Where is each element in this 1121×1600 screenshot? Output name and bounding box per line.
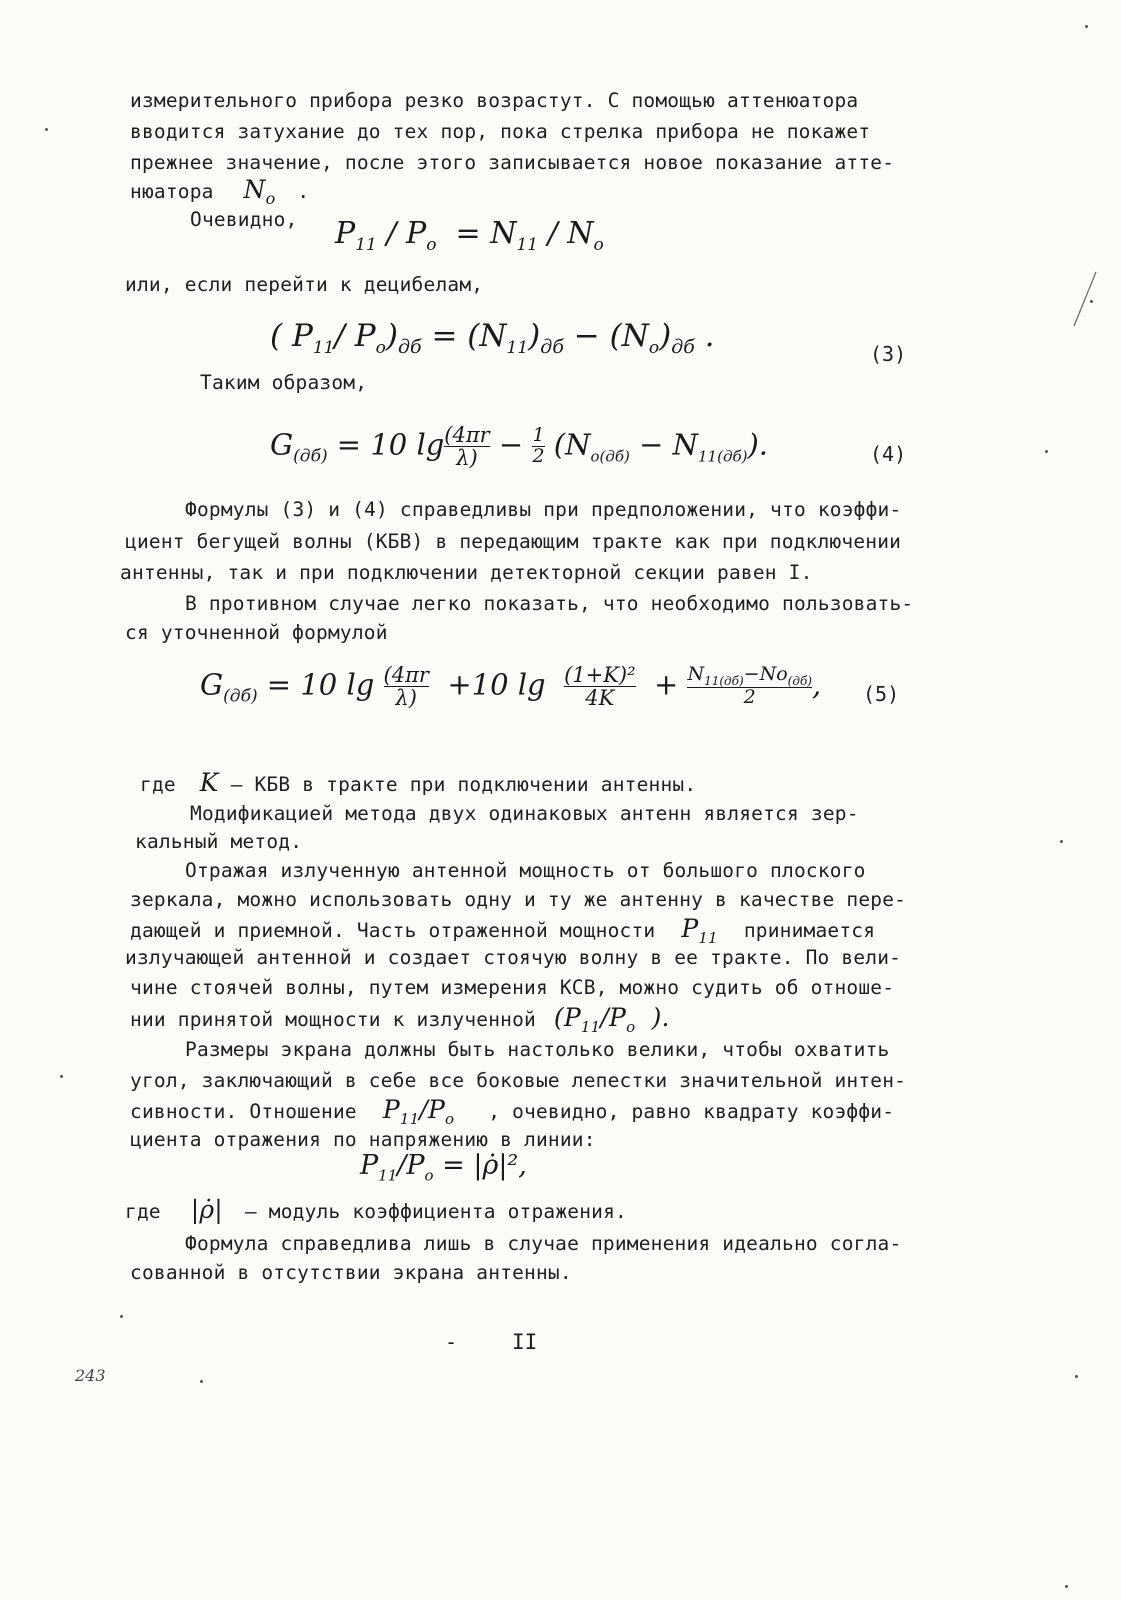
text-line <box>125 1197 627 1225</box>
equation-number: (5) <box>863 682 900 706</box>
symbol-p11: $P_{11}$ <box>681 914 718 947</box>
text-fragment: . <box>297 180 310 203</box>
page-number: II <box>512 1330 538 1354</box>
text-fragment: нии принятой мощности к излученной <box>130 1008 536 1031</box>
text-line: Формулы (3) и (4) справедливы при предположении, что коэффи- <box>185 498 902 521</box>
text-line <box>130 1005 670 1040</box>
text-fragment: – КБВ в тракте при подключении антенны. <box>230 773 697 796</box>
formula-4: $G_{(дб)} = 10$ lg $\frac{(4\pi r}{\lambda)}$ − $\frac{1}{2}$ $(N_{o(дб)} - N_{11(дб)})$. <box>270 423 768 471</box>
text-fragment: дающей и приемной. Часть отраженной мощности <box>130 919 656 942</box>
formula-rho: $P_{11}/P_o$ = |ρ̇|², <box>360 1150 527 1185</box>
text-fragment: сивности. Отношение <box>130 1100 357 1123</box>
scan-speck <box>200 1380 203 1383</box>
text-line: излучающей антенной и создает стоячую волну в ее тракте. По вели- <box>125 946 902 969</box>
text-line: прежнее значение, после этого записывается новое показание атте- <box>130 151 895 174</box>
scan-speck <box>1045 450 1048 453</box>
text-line: Очевидно, <box>190 208 298 231</box>
text-line: Размеры экрана должны быть настолько велики, чтобы охватить <box>185 1038 890 1061</box>
equation-number: (3) <box>870 342 907 366</box>
text-line: Формула справедлива лишь в случае применения идеально согла- <box>185 1232 902 1255</box>
text-line: или, если перейти к децибелам, <box>125 273 484 296</box>
text-line: антенны, так и при подключении детекторной секции равен I. <box>120 561 813 584</box>
text-fragment: нюатора <box>130 180 214 203</box>
symbol-rho: |ρ̇| <box>190 1195 223 1224</box>
text-line: кальный метод. <box>135 830 303 853</box>
formula-5: $G_{(дб)} = 10$ lg $\frac{(4\pi r}{\lambda)}$ +10 lg $\frac{\text{(1+K)²}}{4K}$ + $\frac{N_{11(дб)}-No_{(дб)}}{2}$ , <box>200 662 822 711</box>
text-line: ся уточненной формулой <box>125 621 388 644</box>
equation-number: (4) <box>870 442 907 466</box>
scan-speck <box>1085 25 1088 28</box>
scan-speck <box>1075 1375 1078 1378</box>
formula-ratio: $P_{11} / P_o = N_{11} / N_o$ <box>335 216 604 255</box>
text-fragment: где <box>125 1200 161 1223</box>
text-fragment: где <box>140 773 176 796</box>
scan-speck <box>1060 840 1063 843</box>
text-line: угол, заключающий в себе все боковые лепестки значительной интен- <box>130 1069 907 1092</box>
text-line: сованной в отсутствии экрана антенны. <box>130 1261 572 1284</box>
text-fragment: , очевидно, равно квадрату коэффи- <box>488 1100 895 1123</box>
text-line: циента отражения по напряжению в линии: <box>130 1128 596 1151</box>
text-line <box>140 770 696 798</box>
text-fragment: – модуль коэффициента отражения. <box>244 1200 627 1223</box>
page-number-dash: - <box>445 1330 458 1354</box>
text-line: чине стоячей волны, путем измерения КСВ, можно судить об отноше- <box>130 976 895 999</box>
text-line: зеркала, можно использовать одну и ту же антенну в качестве пере- <box>130 888 907 911</box>
text-line: вводится затухание до тех пор, пока стрелка прибора не покажет <box>130 120 871 143</box>
text-line: В противном случае легко показать, что необходимо пользовать- <box>185 592 914 615</box>
ratio-p11-po: $P_{11}/P_o$ <box>382 1095 455 1128</box>
scan-speck <box>1065 1585 1068 1588</box>
scan-mark <box>1070 270 1100 330</box>
symbol-k: K <box>199 768 219 797</box>
text-line: Таким образом, <box>200 371 368 394</box>
ratio-p11-po: ($P_{11}/P_o$ ). <box>553 1003 670 1036</box>
text-line: Модификацией метода двух одинаковых антенн является зер- <box>190 802 859 825</box>
margin-note: 243 <box>75 1366 106 1385</box>
symbol-no: $N_o$ <box>243 175 276 208</box>
text-line: Отражая излученную антенной мощность от большого плоского <box>185 859 866 882</box>
scan-speck <box>120 1315 123 1318</box>
scan-speck <box>45 128 48 131</box>
formula-3: ( $P_{11}/$ $P_o)_{дб} = (N_{11})_{дб} - (N_o)_{дб}$ . <box>270 318 715 359</box>
text-line: измерительного прибора резко возрастут. С помощью аттенюатора <box>130 89 859 112</box>
text-line: циент бегущей волны (КБВ) в передающим тракте как при подключении <box>125 530 902 553</box>
scan-speck <box>60 1075 63 1078</box>
text-fragment: принимается <box>743 919 876 942</box>
